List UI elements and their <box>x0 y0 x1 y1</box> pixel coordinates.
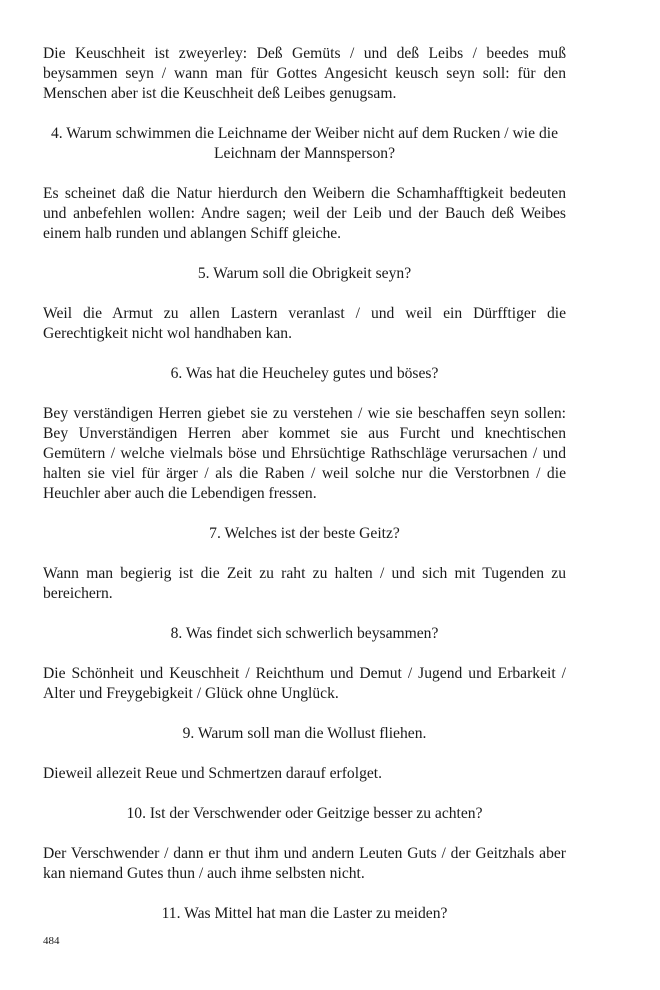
answer-7: Wann man begierig ist die Zeit zu raht zu halten / und sich mit Tugenden zu bereichern. <box>43 565 566 602</box>
question-7: 7. Welches ist der beste Geitz? <box>209 525 400 542</box>
question-10: 10. Ist der Verschwender oder Geitzige besser zu achten? <box>126 805 483 822</box>
answer-4: Es scheinet daß die Natur hierdurch den Weibern die Schamhafftigkeit bedeuten und anbefehlen wollen: Andre sagen; weil der Leib und der Bauch deß Weibes einem halb runden und ablangen Schiff gleiche. <box>43 185 566 242</box>
page-body <box>43 44 566 944</box>
answer-10: Der Verschwender / dann er thut ihm und andern Leuten Guts / der Geitzhals aber kan niemand Gutes thun / auch ihme selbsten nicht. <box>43 845 566 882</box>
question-4: 4. Warum schwimmen die Leichname der Weiber nicht auf dem Rucken / wie die Leichnam der Mannsperson? <box>50 125 558 162</box>
question-6: 6. Was hat die Heucheley gutes und böses? <box>170 365 439 382</box>
answer-6: Bey verständigen Herren giebet sie zu verstehen / wie sie beschaffen seyn sollen: Bey Unverständigen Herren aber kommet sie aus Furcht und knechtischen Gemütern / welche vielmals böse und Ehrsüchtige Rathschläge verursachen / und halten sie viel für ärger / als die Raben / weil solche nur die Verstorbnen / die Heuchler aber auch die Lebendigen fressen. <box>43 405 566 502</box>
question-5: 5. Warum soll die Obrigkeit seyn? <box>197 265 412 282</box>
answer-8: Die Schönheit und Keuschheit / Reichthum und Demut / Jugend und Erbarkeit / Alter und Freygebigkeit / Glück ohne Unglück. <box>43 665 566 702</box>
answer-5: Weil die Armut zu allen Lastern veranlast / und weil ein Dürfftiger die Gerechtigkeit nicht wol handhaben kan. <box>43 305 566 342</box>
question-11: 11. Was Mittel hat man die Laster zu meiden? <box>161 905 448 922</box>
question-8: 8. Was findet sich schwerlich beysammen? <box>170 625 439 642</box>
page-number: 484 <box>43 935 60 947</box>
answer-9: Dieweil allezeit Reue und Schmertzen darauf erfolget. <box>43 765 383 782</box>
question-9: 9. Warum soll man die Wollust fliehen. <box>182 725 427 742</box>
paragraph-chastity: Die Keuschheit ist zweyerley: Deß Gemüts / und deß Leibs / beedes muß beysammen seyn / wann man für Gottes Angesicht keusch seyn soll: für den Menschen aber ist die Keuschheit deß Leibes genugsam. <box>43 45 566 102</box>
